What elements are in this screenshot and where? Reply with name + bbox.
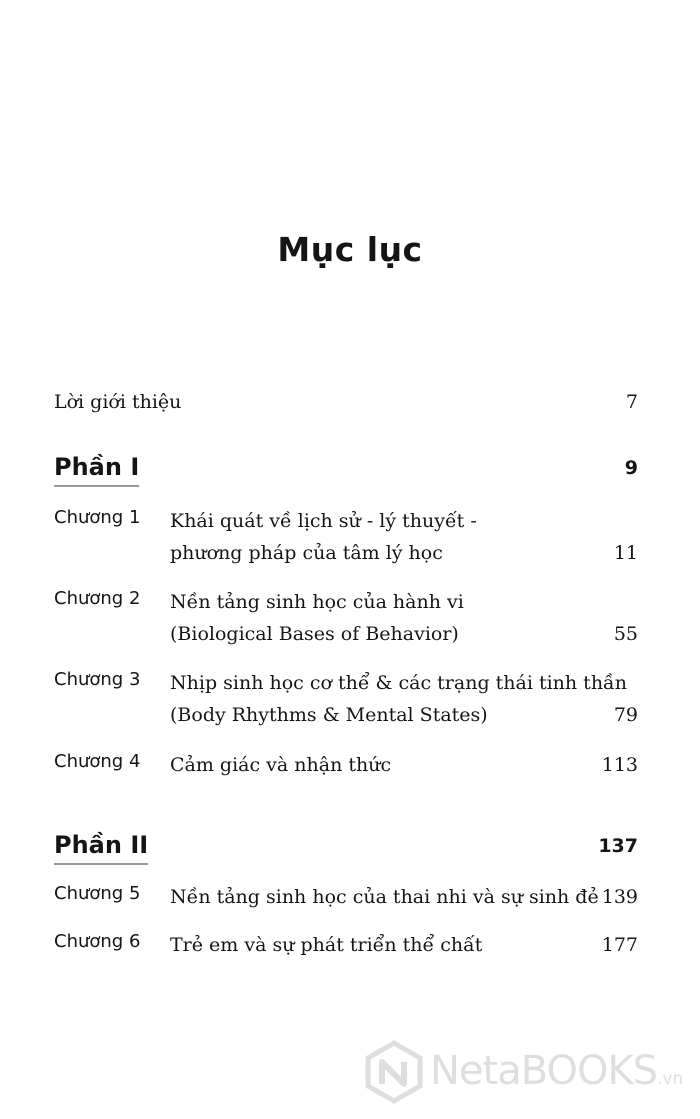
chapter-row-1[interactable] bbox=[54, 505, 638, 569]
chapter-row-6[interactable] bbox=[54, 929, 638, 961]
chapter-title-line: Nền tảng sinh học của thai nhi và sự sinh đẻ bbox=[170, 886, 599, 908]
chapter-label: Chương 4 bbox=[54, 751, 141, 772]
watermark-text bbox=[430, 1048, 683, 1094]
part-page-number: 137 bbox=[598, 835, 638, 857]
watermark-suffix: .vn bbox=[657, 1069, 684, 1089]
toc-intro-row[interactable] bbox=[54, 391, 638, 419]
chapter-page-number: 177 bbox=[601, 934, 638, 956]
chapter-page-number: 55 bbox=[613, 623, 638, 645]
chapter-title-line: (Biological Bases of Behavior) bbox=[170, 623, 459, 645]
chapter-row-2[interactable] bbox=[54, 586, 638, 650]
chapter-title bbox=[170, 929, 482, 961]
chapter-title bbox=[170, 881, 599, 913]
chapter-label: Chương 6 bbox=[54, 931, 141, 952]
chapter-row-4[interactable] bbox=[54, 749, 638, 781]
chapter-page-number: 79 bbox=[613, 704, 638, 726]
chapter-title-line: Trẻ em và sự phát triển thể chất bbox=[170, 934, 483, 956]
intro-page-number: 7 bbox=[625, 391, 638, 413]
chapter-label: Chương 2 bbox=[54, 588, 141, 609]
part-page-number: 9 bbox=[624, 457, 638, 479]
part-heading-1[interactable] bbox=[54, 453, 638, 493]
chapter-row-3[interactable] bbox=[54, 667, 638, 731]
watermark-brand: NetaBOOKS bbox=[430, 1048, 658, 1094]
chapter-title-line: Nhịp sinh học cơ thể & các trạng thái tinh thần bbox=[170, 672, 627, 694]
neta-logo-icon bbox=[364, 1040, 424, 1104]
chapter-title-line: phương pháp của tâm lý học bbox=[170, 542, 443, 564]
chapter-title bbox=[170, 586, 464, 650]
chapter-title bbox=[170, 749, 391, 781]
chapter-title-line: Khái quát về lịch sử - lý thuyết - bbox=[170, 510, 477, 532]
chapter-title-line: (Body Rhythms & Mental States) bbox=[170, 704, 488, 726]
chapter-title-line: Nền tảng sinh học của hành vi bbox=[170, 591, 464, 613]
chapter-title-line: Cảm giác và nhận thức bbox=[170, 754, 392, 776]
part-heading-2[interactable] bbox=[54, 831, 638, 871]
part-title: Phần II bbox=[54, 831, 148, 865]
intro-label: Lời giới thiệu bbox=[54, 391, 182, 413]
chapter-label: Chương 5 bbox=[54, 883, 141, 904]
chapter-label: Chương 3 bbox=[54, 669, 141, 690]
chapter-row-5[interactable] bbox=[54, 881, 638, 913]
chapter-title bbox=[170, 505, 477, 569]
chapter-page-number: 139 bbox=[601, 886, 638, 908]
chapter-page-number: 113 bbox=[601, 754, 638, 776]
page-title: Mục lục bbox=[277, 230, 423, 269]
chapter-page-number: 11 bbox=[613, 542, 638, 564]
netabooks-watermark bbox=[364, 1040, 700, 1110]
chapter-title bbox=[170, 667, 627, 731]
chapter-label: Chương 1 bbox=[54, 507, 141, 528]
part-title: Phần I bbox=[54, 453, 139, 487]
